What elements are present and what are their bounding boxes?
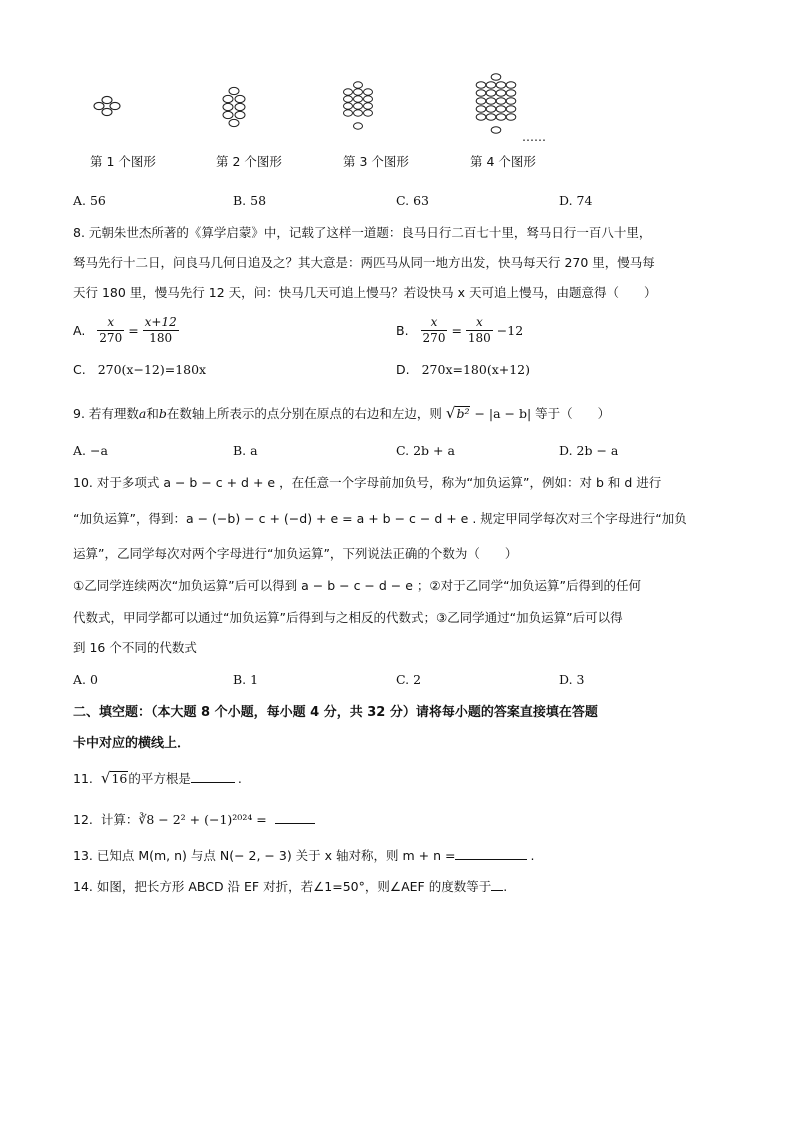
q8-line-2: 驽马先行十二日，问良马几何日追及之？其大意是：两匹马从同一地方出发，快马每天行 270 里，慢马每 — [73, 255, 655, 270]
circle-mark — [496, 114, 506, 121]
q9-option-c: C. 2b + a — [396, 443, 455, 458]
circle-mark — [496, 106, 506, 113]
circle-mark — [476, 114, 486, 121]
q8-option-b: B. $\frac{x}{270}$ = $\frac{x}{180}$ −12 — [396, 315, 524, 345]
q10-line-2: “加负运算”，得到：a − (−b) − c + (−d) + e = a + b − c − d + e . 规定甲同学每次对三个字母进行“加负 — [73, 511, 687, 526]
q10-option-d: D. 3 — [559, 672, 585, 687]
circle-mark — [364, 89, 373, 95]
numerator: x — [466, 315, 493, 331]
q7-option-a: A. 56 — [73, 193, 106, 208]
q14-end: . — [503, 879, 508, 894]
circle-mark — [354, 89, 363, 95]
q9-option-a: A. −a — [73, 443, 108, 458]
q10-line-4: ①乙同学连续两次“加负运算”后可以得到 a − b − c − d − e ；②对于乙同学“加负运算”后得到的任何 — [73, 578, 642, 593]
answer-blank — [455, 845, 527, 860]
circle-mark — [354, 96, 363, 102]
circle-mark — [235, 111, 245, 118]
circle-mark — [476, 106, 486, 113]
q8-option-a: A. $\frac{x}{270}$ = $\frac{x+12}{180}$ — [73, 315, 177, 345]
section-2-heading-line-1: 二、填空题：（本大题 8 个小题，每小题 4 分，共 32 分）请将每小题的答案直接填在答题 — [73, 705, 598, 720]
q11-radicand: 16 — [111, 771, 128, 786]
circle-mark — [486, 90, 496, 97]
circle-mark — [486, 98, 496, 105]
q13-end: . — [530, 848, 535, 863]
q10-line-6: 到 16 个不同的代数式 — [73, 640, 197, 655]
q10-option-a: A. 0 — [73, 672, 98, 687]
figure-caption-4: 第 4 个图形 — [470, 154, 536, 169]
option-expr: 270(x−12)=180x — [97, 362, 207, 377]
circle-mark — [223, 95, 233, 102]
q10-option-b: B. 1 — [233, 672, 259, 687]
q11-text: 的平方根是 — [128, 771, 191, 786]
fraction — [466, 315, 493, 346]
denominator: 270 — [422, 331, 446, 345]
var-b: b — [158, 406, 167, 421]
q13 — [73, 845, 534, 867]
circle-mark — [229, 87, 239, 94]
q7-option-c: C. 63 — [396, 193, 429, 208]
circle-mark — [364, 110, 373, 116]
circle-mark — [364, 96, 373, 102]
q11-end: . — [237, 771, 242, 786]
circle-mark — [506, 90, 516, 97]
q9-option-d: D. 2b − a — [559, 443, 619, 458]
circle-mark — [496, 82, 506, 89]
answer-blank — [275, 809, 315, 824]
figure-caption-2: 第 2 个图形 — [216, 154, 282, 169]
fraction — [143, 315, 179, 346]
option-label: A. — [73, 323, 86, 338]
q9-stem-text-a: 9. 若有理数 — [73, 406, 139, 421]
q11-number: 11. — [73, 771, 93, 786]
option-label: D. — [396, 362, 410, 377]
circle-mark — [496, 90, 506, 97]
figures-ellipsis: …… — [522, 130, 546, 144]
q9-stem: 9. 若有理数a和b在数轴上所表示的点分别在原点的右边和左边，则 √b² − |a − b| 等于（ ） — [73, 404, 611, 422]
circle-mark — [354, 110, 363, 116]
denominator: 180 — [467, 331, 491, 345]
q9-stem-text-b: 在数轴上所表示的点分别在原点的右边和左边，则 — [166, 406, 442, 421]
answer-blank — [191, 768, 235, 783]
q10-option-c: C. 2 — [396, 672, 422, 687]
answer-blank — [491, 876, 503, 891]
figure-4-icon — [466, 72, 526, 134]
q12-text: 计算： — [100, 812, 139, 827]
circle-mark — [506, 98, 516, 105]
circle-mark — [486, 106, 496, 113]
q8-line-1: 8. 元朝朱世杰所著的《算学启蒙》中，记载了这样一道题：良马日行二百七十里，驽马日行一百八十里， — [73, 225, 652, 240]
q14 — [73, 876, 507, 898]
circle-mark — [476, 90, 486, 97]
q8-line-3: 天行 180 里，慢马先行 12 天，问：快马几天可追上慢马？若设快马 x 天可追上慢马，由题意得（ ） — [73, 285, 657, 300]
sqrt-expr: b² — [456, 406, 470, 421]
section-2-heading-line-2: 卡中对应的横线上． — [73, 736, 191, 751]
option-label: B. — [396, 323, 409, 338]
q10-line-3: 运算”，乙同学每次对两个字母进行“加负运算”，下列说法正确的个数为（ ） — [73, 546, 518, 561]
option-label: C. — [73, 362, 86, 377]
circle-mark — [229, 119, 239, 126]
fraction — [97, 315, 124, 346]
q12-number: 12. — [73, 812, 93, 827]
circle-mark — [506, 114, 516, 121]
circle-mark — [486, 114, 496, 121]
numerator: x — [97, 315, 124, 331]
circle-mark — [344, 89, 353, 95]
circle-mark — [344, 96, 353, 102]
circle-mark — [235, 103, 245, 110]
q8-option-d — [396, 362, 530, 377]
circle-mark — [476, 98, 486, 105]
q13-text: 13. 已知点 M(m, n) 与点 N(− 2, − 3) 关于 x 轴对称，则 m + n = — [73, 848, 456, 863]
circle-mark — [506, 106, 516, 113]
q11: 11. √16的平方根是 . — [73, 769, 242, 787]
figure-2-icon — [214, 86, 254, 130]
q9-expr-tail: − |a − b| 等于（ ） — [474, 406, 611, 421]
circle-mark — [354, 123, 363, 129]
q10-line-5: 代数式，甲同学都可以通过“加负运算”后得到与之相反的代数式；③乙同学通过“加负运算”后可以得 — [73, 610, 623, 625]
figure-1-icon — [88, 94, 128, 124]
figure-3-icon — [340, 80, 384, 132]
option-expr: 270x=180(x+12) — [421, 362, 531, 377]
q14-text: 14. 如图，把长方形 ABCD 沿 EF 对折，若∠1=50°，则∠AEF 的度数等于 — [73, 879, 492, 894]
q10-line-1: 10. 对于多项式 a − b − c + d + e ，在任意一个字母前加负号，称为“加负运算”，例如：对 b 和 d 进行 — [73, 475, 662, 490]
q12 — [73, 809, 315, 831]
option-tail: −12 — [496, 323, 524, 338]
q9-and: 和 — [146, 406, 159, 421]
denominator: 270 — [99, 331, 123, 345]
fraction — [421, 315, 448, 346]
circle-mark — [344, 110, 353, 116]
circle-mark — [235, 95, 245, 102]
circle-mark — [476, 82, 486, 89]
denominator: 180 — [149, 331, 173, 345]
numerator: x — [421, 315, 448, 331]
circle-mark — [364, 103, 373, 109]
circle-mark — [354, 82, 363, 88]
circle-mark — [491, 127, 501, 134]
q12-expr: ∛8 − 2² + (−1)²⁰²⁴ = — [138, 812, 267, 827]
var-a: a — [138, 406, 147, 421]
q9-option-b: B. a — [233, 443, 258, 458]
circle-mark — [354, 103, 363, 109]
circle-mark — [486, 82, 496, 89]
circle-mark — [223, 111, 233, 118]
circle-mark — [344, 103, 353, 109]
circle-mark — [223, 103, 233, 110]
circle-mark — [506, 82, 516, 89]
numerator: x+12 — [144, 315, 177, 329]
q7-option-b: B. 58 — [233, 193, 267, 208]
circle-mark — [491, 74, 501, 81]
figure-caption-1: 第 1 个图形 — [90, 154, 156, 169]
figure-caption-3: 第 3 个图形 — [343, 154, 409, 169]
q7-option-d: D. 74 — [559, 193, 593, 208]
q8-option-c — [73, 362, 206, 377]
circle-mark — [496, 98, 506, 105]
